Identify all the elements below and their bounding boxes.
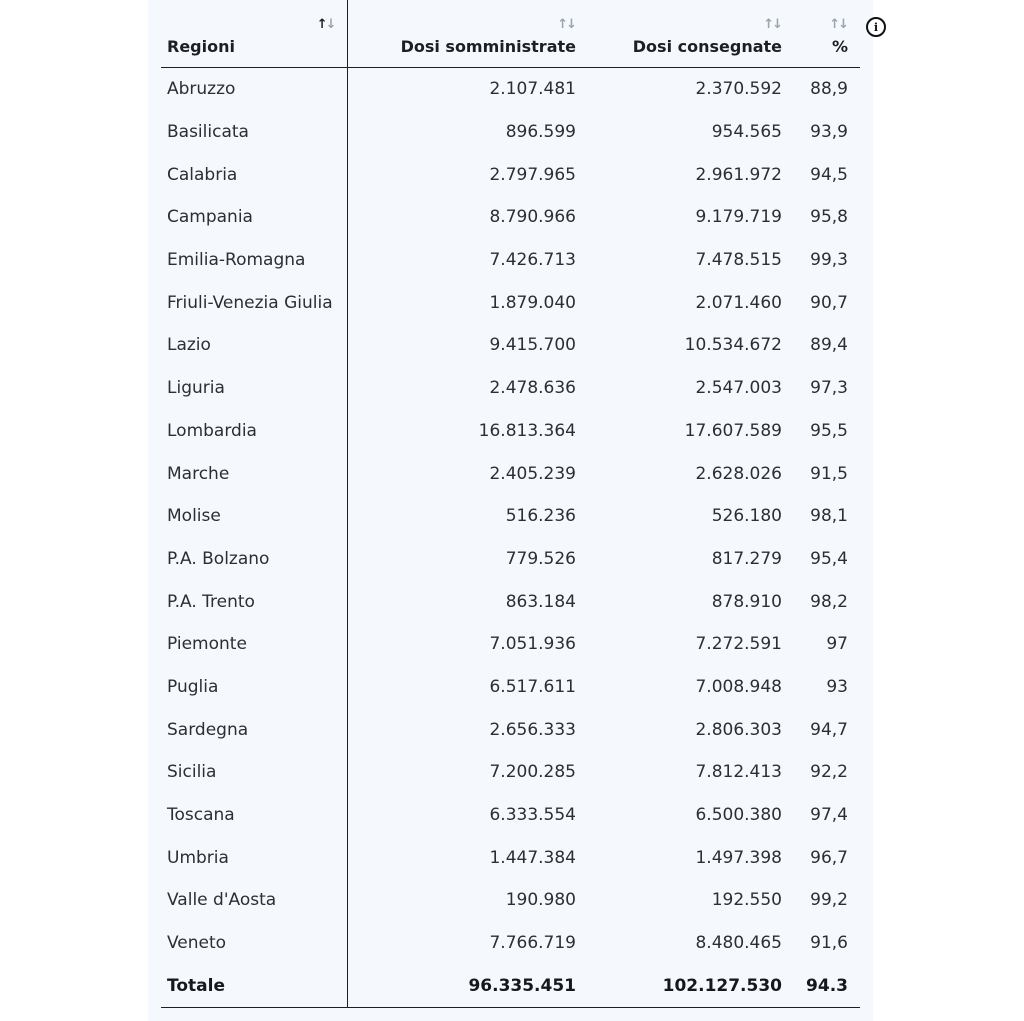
cell-percent: 99,3: [810, 250, 848, 271]
info-icon[interactable]: i: [866, 17, 886, 37]
cell-dosi-consegnate: 526.180: [711, 506, 782, 527]
cell-regione: Lombardia: [161, 410, 347, 453]
cell-percent: 95,5: [810, 420, 848, 441]
vaccine-doses-table: [161, 0, 860, 1008]
column-label-regioni: Regioni: [167, 37, 235, 56]
table-row-totale: [161, 964, 860, 1007]
cell-regione: Molise: [161, 495, 347, 538]
cell-dosi-consegnate: 102.127.530: [585, 964, 791, 1007]
cell-regione: Veneto: [161, 922, 347, 965]
cell-dosi-somministrate: 2.478.636: [489, 378, 576, 399]
cell-dosi-somministrate: 6.333.554: [489, 805, 576, 826]
cell-dosi-consegnate: 2.806.303: [695, 719, 782, 740]
cell-dosi-somministrate: 7.426.713: [489, 250, 576, 271]
column-header-percent[interactable]: [791, 0, 860, 68]
table-row: [161, 153, 860, 196]
cell-dosi-somministrate: 8.790.966: [489, 207, 576, 228]
cell-regione: Calabria: [161, 153, 347, 196]
cell-regione: Sardegna: [161, 708, 347, 751]
cell-regione: Valle d'Aosta: [161, 879, 347, 922]
sort-icon[interactable]: ↑↓: [829, 17, 847, 32]
column-label-dosi-somministrate: Dosi somministrate: [400, 37, 576, 56]
cell-percent: 94,7: [810, 719, 848, 740]
cell-dosi-consegnate: 1.497.398: [695, 847, 782, 868]
cell-percent: 99,2: [810, 890, 848, 911]
cell-regione: Basilicata: [161, 111, 347, 154]
cell-dosi-consegnate: 7.272.591: [695, 634, 782, 655]
cell-percent: 97: [826, 634, 848, 655]
cell-percent: 90,7: [810, 292, 848, 313]
table-row: [161, 538, 860, 581]
cell-percent: 96,7: [810, 847, 848, 868]
table-row: [161, 794, 860, 837]
column-header-regioni[interactable]: [161, 0, 347, 68]
cell-percent: 93,9: [810, 122, 848, 143]
cell-dosi-somministrate: 16.813.364: [478, 420, 576, 441]
cell-regione: Lazio: [161, 324, 347, 367]
cell-regione: Umbria: [161, 836, 347, 879]
table-row: [161, 879, 860, 922]
cell-percent: 89,4: [810, 335, 848, 356]
table-row: [161, 196, 860, 239]
cell-dosi-somministrate: 2.405.239: [489, 463, 576, 484]
table-row: [161, 922, 860, 965]
cell-regione: Campania: [161, 196, 347, 239]
sort-icon[interactable]: ↑↓: [557, 17, 575, 32]
table-row: [161, 111, 860, 154]
cell-percent: 97,3: [810, 378, 848, 399]
cell-dosi-somministrate: 7.766.719: [489, 933, 576, 954]
cell-percent: 95,8: [810, 207, 848, 228]
cell-dosi-somministrate: 190.980: [505, 890, 576, 911]
cell-dosi-consegnate: 17.607.589: [684, 420, 782, 441]
cell-dosi-consegnate: 2.628.026: [695, 463, 782, 484]
cell-regione: Emilia-Romagna: [161, 239, 347, 282]
table-row: [161, 751, 860, 794]
cell-dosi-somministrate: 516.236: [505, 506, 576, 527]
cell-dosi-somministrate: 7.200.285: [489, 762, 576, 783]
cell-percent: 93: [826, 676, 848, 697]
cell-regione: Abruzzo: [161, 68, 347, 111]
table-row: [161, 68, 860, 111]
cell-percent: 88,9: [810, 79, 848, 100]
cell-dosi-somministrate: 9.415.700: [489, 335, 576, 356]
cell-dosi-consegnate: 9.179.719: [695, 207, 782, 228]
cell-regione: P.A. Trento: [161, 580, 347, 623]
cell-percent: 92,2: [810, 762, 848, 783]
cell-percent: 95,4: [810, 548, 848, 569]
cell-regione: Puglia: [161, 666, 347, 709]
cell-dosi-consegnate: 192.550: [711, 890, 782, 911]
cell-dosi-somministrate: 779.526: [505, 548, 576, 569]
cell-regione: Friuli-Venezia Giulia: [161, 281, 347, 324]
cell-regione: Toscana: [161, 794, 347, 837]
cell-regione: Totale: [161, 964, 347, 1007]
cell-regione: Sicilia: [161, 751, 347, 794]
cell-dosi-consegnate: 2.547.003: [695, 378, 782, 399]
cell-dosi-somministrate: 2.797.965: [489, 164, 576, 185]
column-header-dosi-consegnate[interactable]: [585, 0, 791, 68]
sort-icon[interactable]: ↑↓: [763, 17, 781, 32]
cell-dosi-consegnate: 817.279: [711, 548, 782, 569]
cell-dosi-consegnate: 2.071.460: [695, 292, 782, 313]
table-row: [161, 367, 860, 410]
cell-dosi-consegnate: 8.480.465: [695, 933, 782, 954]
table-row: [161, 623, 860, 666]
cell-dosi-somministrate: 2.107.481: [489, 79, 576, 100]
cell-dosi-consegnate: 7.812.413: [695, 762, 782, 783]
cell-dosi-somministrate: 6.517.611: [489, 676, 576, 697]
sort-icon[interactable]: ↑↓: [316, 17, 335, 32]
table-row: [161, 281, 860, 324]
cell-dosi-consegnate: 7.478.515: [695, 250, 782, 271]
table-body: [161, 68, 860, 1008]
cell-dosi-consegnate: 878.910: [711, 591, 782, 612]
cell-percent: 91,5: [810, 463, 848, 484]
table-row: [161, 836, 860, 879]
cell-regione: Marche: [161, 452, 347, 495]
cell-percent: 94,5: [810, 164, 848, 185]
cell-percent: 94.3: [791, 964, 860, 1007]
cell-percent: 91,6: [810, 933, 848, 954]
cell-dosi-consegnate: 6.500.380: [695, 805, 782, 826]
cell-percent: 98,1: [810, 506, 848, 527]
cell-percent: 98,2: [810, 591, 848, 612]
cell-dosi-somministrate: 96.335.451: [347, 964, 585, 1007]
cell-dosi-somministrate: 2.656.333: [489, 719, 576, 740]
cell-dosi-somministrate: 1.447.384: [489, 847, 576, 868]
cell-dosi-somministrate: 896.599: [505, 122, 576, 143]
cell-regione: Liguria: [161, 367, 347, 410]
table-row: [161, 580, 860, 623]
cell-dosi-consegnate: 10.534.672: [684, 335, 782, 356]
cell-dosi-consegnate: 2.370.592: [695, 79, 782, 100]
cell-dosi-somministrate: 863.184: [505, 591, 576, 612]
table-row: [161, 452, 860, 495]
table-row: [161, 324, 860, 367]
table-row: [161, 410, 860, 453]
column-header-dosi-somministrate[interactable]: [347, 0, 585, 68]
column-label-percent: %: [831, 37, 848, 56]
table-header-row: [161, 0, 860, 68]
cell-dosi-somministrate: 7.051.936: [489, 634, 576, 655]
cell-regione: P.A. Bolzano: [161, 538, 347, 581]
table-row: [161, 239, 860, 282]
cell-regione: Piemonte: [161, 623, 347, 666]
column-label-dosi-consegnate: Dosi consegnate: [632, 37, 782, 56]
cell-percent: 97,4: [810, 805, 848, 826]
table-row: [161, 666, 860, 709]
cell-dosi-consegnate: 2.961.972: [695, 164, 782, 185]
table-row: [161, 495, 860, 538]
table-row: [161, 708, 860, 751]
cell-dosi-consegnate: 954.565: [711, 122, 782, 143]
cell-dosi-consegnate: 7.008.948: [695, 676, 782, 697]
cell-dosi-somministrate: 1.879.040: [489, 292, 576, 313]
vaccine-doses-table-container: [161, 0, 860, 1008]
